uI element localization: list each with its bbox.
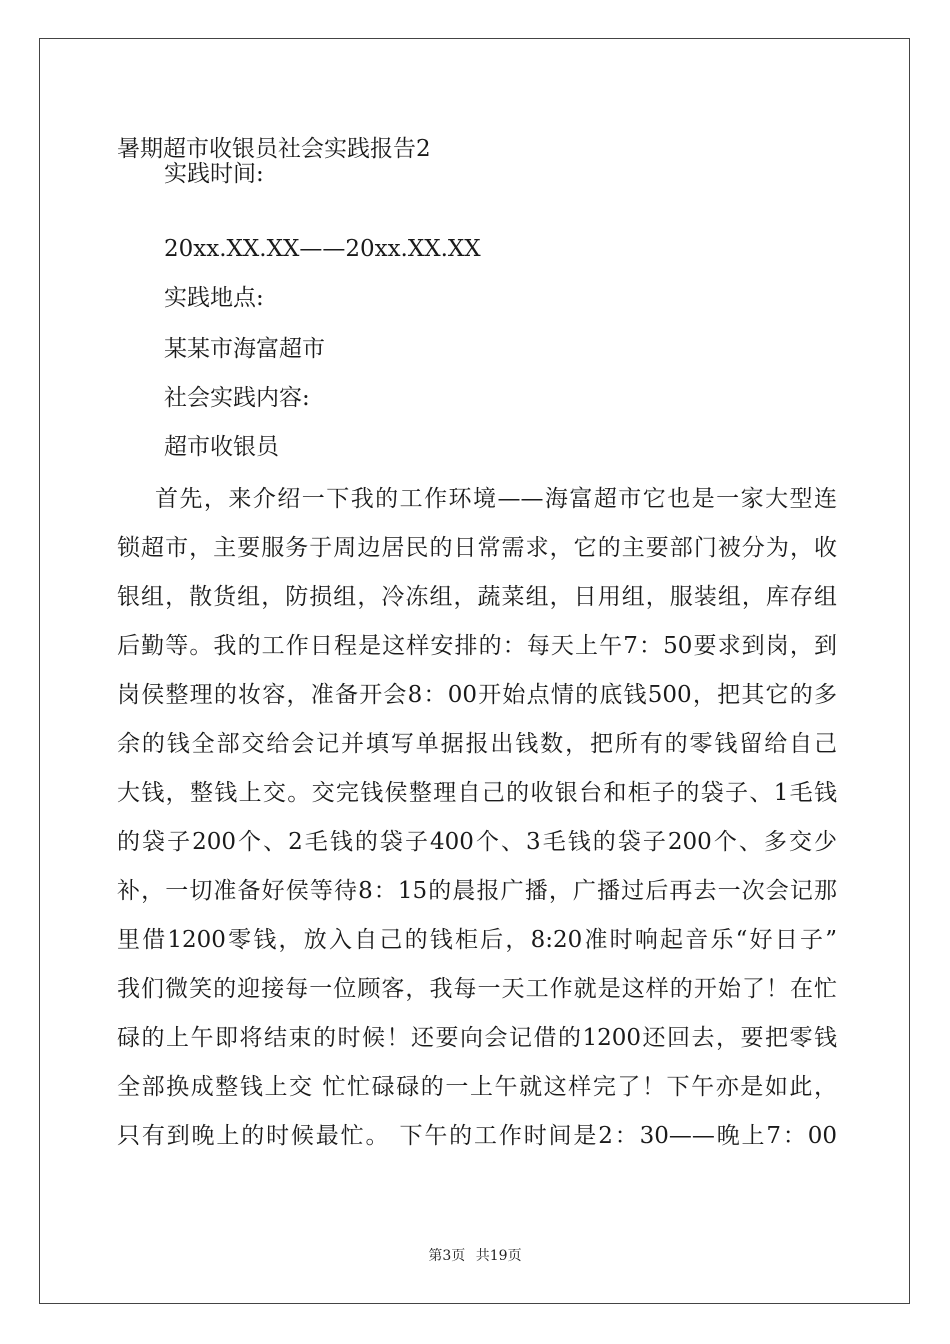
paragraph-line: 补，一切准备好侯等待8：15的晨报广播，广播过后再去一次会记那 (117, 878, 837, 904)
paragraph-line: 全部换成整钱上交 忙忙碌碌的一上午就这样完了！下午亦是如此， (117, 1074, 837, 1100)
document-title: 暑期超市收银员社会实践报告2 (117, 136, 431, 162)
paragraph-line: 碌的上午即将结束的时候！还要向会记借的1200还回去，要把零钱 (117, 1025, 837, 1051)
paragraph-line: 里借1200零钱，放入自己的钱柜后，8:20准时响起音乐“好日子” (117, 927, 837, 953)
practice-place-value: 某某市海富超市 (164, 336, 325, 362)
paragraph-line: 岗侯整理的妆容，准备开会8：00开始点情的底钱500，把其它的多 (117, 682, 837, 708)
practice-place-label: 实践地点: (164, 285, 264, 311)
content-label: 社会实践内容: (164, 385, 310, 411)
paragraph-line: 锁超市，主要服务于周边居民的日常需求，它的主要部门被分为，收 (117, 535, 837, 561)
page-number: 第3页 (428, 1248, 466, 1264)
content-value: 超市收银员 (164, 434, 279, 460)
paragraph-line: 银组，散货组，防损组，冷冻组，蔬菜组，日用组，服装组，库存组 (117, 584, 837, 610)
practice-time-value: 20xx.XX.XX——20xx.XX.XX (164, 236, 481, 262)
practice-time-label: 实践时间: (164, 161, 264, 187)
paragraph-line: 的袋子200个、2毛钱的袋子400个、3毛钱的袋子200个、多交少 (117, 829, 837, 855)
paragraph-line: 只有到晚上的时候最忙。 下午的工作时间是2：30——晚上7：00 (117, 1123, 837, 1149)
paragraph-line: 我们微笑的迎接每一位顾客，我每一天工作就是这样的开始了！在忙 (117, 976, 837, 1002)
page-footer (0, 1245, 950, 1265)
body-paragraph (117, 479, 837, 1165)
paragraph-line: 后勤等。我的工作日程是这样安排的：每天上午7：50要求到岗，到 (117, 633, 837, 659)
paragraph-line: 大钱，整钱上交。交完钱侯整理自己的收银台和柜子的袋子、1毛钱 (117, 780, 837, 806)
page-total: 共19页 (475, 1248, 522, 1264)
paragraph-line: 余的钱全部交给会记并填写单据报出钱数，把所有的零钱留给自己 (117, 731, 837, 757)
paragraph-line: 首先，来介绍一下我的工作环境——海富超市它也是一家大型连 (155, 486, 837, 512)
